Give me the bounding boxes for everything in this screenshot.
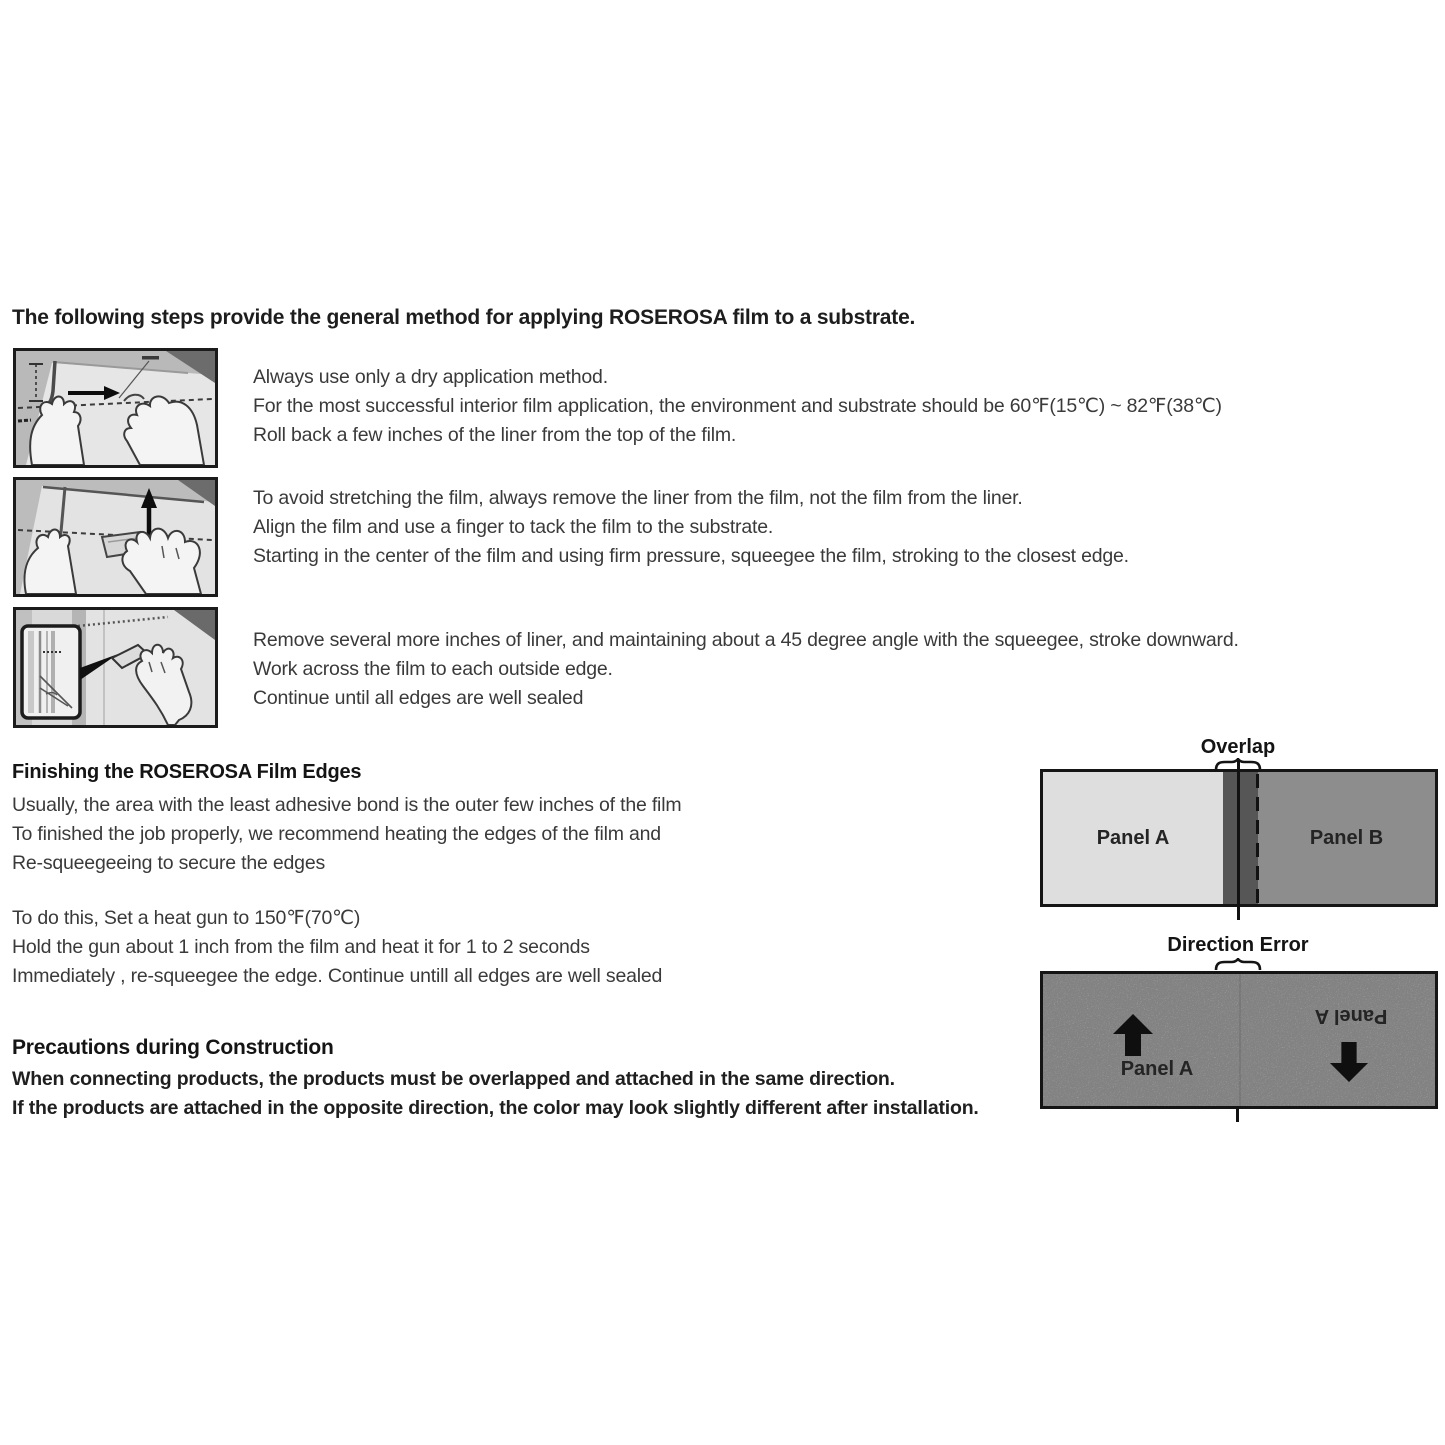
direction-panel-a-label: Panel A xyxy=(1120,1058,1194,1080)
step-text-line: Roll back a few inches of the liner from the top of the film. xyxy=(253,424,737,446)
squeegee-stroke-sketch xyxy=(16,610,215,725)
heat-gun-text xyxy=(12,904,662,991)
precautions-line: If the products are attached in the opposite direction, the color may look slightly different after installation. xyxy=(12,1097,979,1119)
center-seam xyxy=(1239,974,1241,1106)
overlap-strip xyxy=(1223,772,1258,904)
direction-error-brace-icon xyxy=(1214,958,1262,970)
direction-panel-a-flipped-label: Panel A xyxy=(1314,1005,1388,1027)
squeegee-stroke-illustration xyxy=(13,607,218,728)
step-text-line: To avoid stretching the film, always remove the liner from the film, not the film from the liner. xyxy=(253,487,1023,509)
panel-b-label: Panel B xyxy=(1309,826,1384,849)
panel-b-region xyxy=(1258,772,1435,904)
finishing-text xyxy=(12,791,681,878)
heat-gun-line: To do this, Set a heat gun to 150℉(70℃) xyxy=(12,907,361,929)
direction-bottom-tick xyxy=(1236,1109,1239,1122)
step-text-line: Starting in the center of the film and using firm pressure, squeegee the film, stroking to the closest edge. xyxy=(253,545,1129,567)
step-1-text xyxy=(253,363,1222,450)
step-text-line: Remove several more inches of liner, and maintaining about a 45 degree angle with the squeegee, stroke downward. xyxy=(253,629,1239,651)
step-text-line: Continue until all edges are well sealed xyxy=(253,687,584,709)
step-text-line: Work across the film to each outside edge. xyxy=(253,658,613,680)
tack-film-illustration xyxy=(13,477,218,597)
peel-liner-sketch xyxy=(16,351,215,465)
step-text-line: For the most successful interior film application, the environment and substrate should be 60℉(15℃) ~ 82℉(38℃) xyxy=(253,395,1222,417)
peel-liner-illustration xyxy=(13,348,218,468)
panel-a-region xyxy=(1043,772,1223,904)
precautions-line: When connecting products, the products must be overlapped and attached in the same direction. xyxy=(12,1068,895,1090)
heat-gun-line: Hold the gun about 1 inch from the film and heat it for 1 to 2 seconds xyxy=(12,936,590,958)
up-arrow-icon xyxy=(1113,1014,1153,1056)
step-text-line: Always use only a dry application method. xyxy=(253,366,608,388)
precautions-text xyxy=(12,1065,979,1123)
tack-film-sketch xyxy=(16,480,215,594)
heat-gun-line: Immediately , re-squeegee the edge. Continue untill all edges are well sealed xyxy=(12,965,663,987)
step-2-text xyxy=(253,484,1129,571)
finishing-line: Re-squeegeeing to secure the edges xyxy=(12,852,326,874)
step-3-text xyxy=(253,626,1239,713)
page-title: The following steps provide the general method for applying ROSEROSA film to a substrate. xyxy=(12,306,916,329)
overlap-dashed-line xyxy=(1256,774,1259,903)
overlap-center-line xyxy=(1237,761,1240,920)
panel-a-label: Panel A xyxy=(1096,826,1170,849)
finishing-heading: Finishing the ROSEROSA Film Edges xyxy=(12,761,362,783)
overlap-diagram-label: Overlap xyxy=(1200,736,1276,758)
direction-error-label: Direction Error xyxy=(1167,934,1309,956)
finishing-line: To finished the job properly, we recommend heating the edges of the film and xyxy=(12,823,661,845)
step-text-line: Align the film and use a finger to tack the film to the substrate. xyxy=(253,516,774,538)
precautions-heading: Precautions during Construction xyxy=(12,1036,334,1059)
finishing-line: Usually, the area with the least adhesive bond is the outer few inches of the film xyxy=(12,794,682,816)
direction-error-diagram xyxy=(1040,971,1438,1109)
down-arrow-icon xyxy=(1329,1042,1369,1082)
